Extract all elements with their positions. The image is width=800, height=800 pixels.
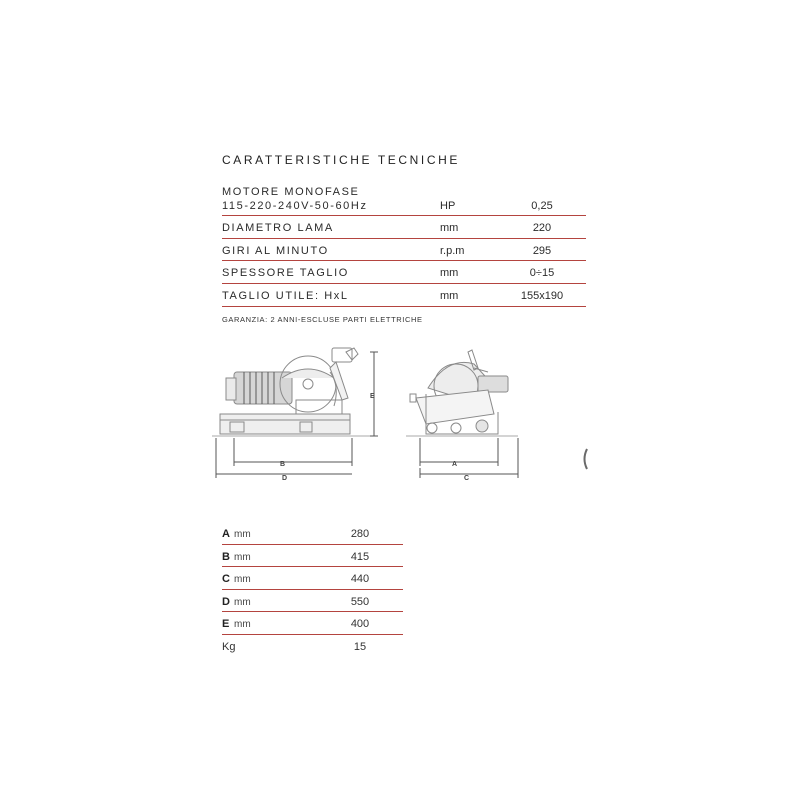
front-view-slicer xyxy=(212,348,374,436)
spec-row-rpm xyxy=(222,239,586,261)
spec-label: GIRI AL MINUTO xyxy=(222,245,329,257)
spec-label: TAGLIO UTILE: HxL xyxy=(222,290,349,302)
dim-row-b xyxy=(222,545,403,568)
spec-unit: mm xyxy=(440,222,459,234)
spec-value: 295 xyxy=(532,245,552,257)
spec-unit: r.p.m xyxy=(440,245,465,257)
spec-title: CARATTERISTICHE TECNICHE xyxy=(222,153,460,167)
dim-row-c xyxy=(222,567,403,590)
drawing-label-d: D xyxy=(282,475,288,482)
dim-unit: mm xyxy=(234,551,251,563)
dim-row-d xyxy=(222,590,403,613)
spec-row-cut-thickness xyxy=(222,261,586,284)
dim-row-a xyxy=(222,522,403,545)
spec-row-motor xyxy=(222,182,586,216)
dim-unit: mm xyxy=(234,596,251,608)
weight-label: Kg xyxy=(222,640,236,653)
drawing-label-a: A xyxy=(452,461,458,468)
dim-unit: mm xyxy=(234,619,251,630)
spec-label-sub: 115-220-240V-50-60Hz xyxy=(222,200,368,212)
spec-unit: mm xyxy=(440,290,459,302)
dim-unit: mm xyxy=(234,574,251,585)
spec-label: MOTORE MONOFASE xyxy=(222,186,360,198)
spec-row-useful-cut xyxy=(222,284,586,307)
spec-table xyxy=(222,182,586,307)
dim-value: 400 xyxy=(350,618,370,630)
page-edge-mark xyxy=(582,448,588,470)
dim-value: 550 xyxy=(350,595,370,608)
spec-unit: mm xyxy=(440,267,459,279)
dim-key: A xyxy=(222,528,230,540)
warranty-note: GARANZIA: 2 ANNI-ESCLUSE PARTI ELETTRICHE xyxy=(222,315,423,324)
dim-value: 415 xyxy=(350,550,370,563)
dim-key: D xyxy=(222,595,230,608)
slicer-technical-drawing xyxy=(212,338,532,488)
spec-label: SPESSORE TAGLIO xyxy=(222,267,349,279)
dim-key: E xyxy=(222,618,230,630)
dim-value: 280 xyxy=(350,528,370,540)
dim-row-weight xyxy=(222,635,403,658)
dim-row-e xyxy=(222,612,403,635)
spec-value: 0,25 xyxy=(531,200,553,212)
drawing-label-e: E xyxy=(370,393,375,400)
drawing-label-b: B xyxy=(280,461,286,468)
spec-row-blade-diameter xyxy=(222,216,586,239)
side-view-slicer xyxy=(406,350,518,436)
spec-unit: HP xyxy=(440,200,456,212)
dim-key: C xyxy=(222,573,230,585)
dim-key: B xyxy=(222,550,230,563)
weight-value: 15 xyxy=(353,640,367,653)
spec-value: 0÷15 xyxy=(529,267,555,279)
dim-value: 440 xyxy=(350,573,370,585)
dimensions-table xyxy=(222,522,403,657)
spec-value: 155x190 xyxy=(520,290,564,302)
dim-unit: mm xyxy=(234,529,251,540)
spec-label: DIAMETRO LAMA xyxy=(222,222,334,234)
spec-value: 220 xyxy=(532,222,552,234)
drawing-label-c: C xyxy=(464,475,470,482)
